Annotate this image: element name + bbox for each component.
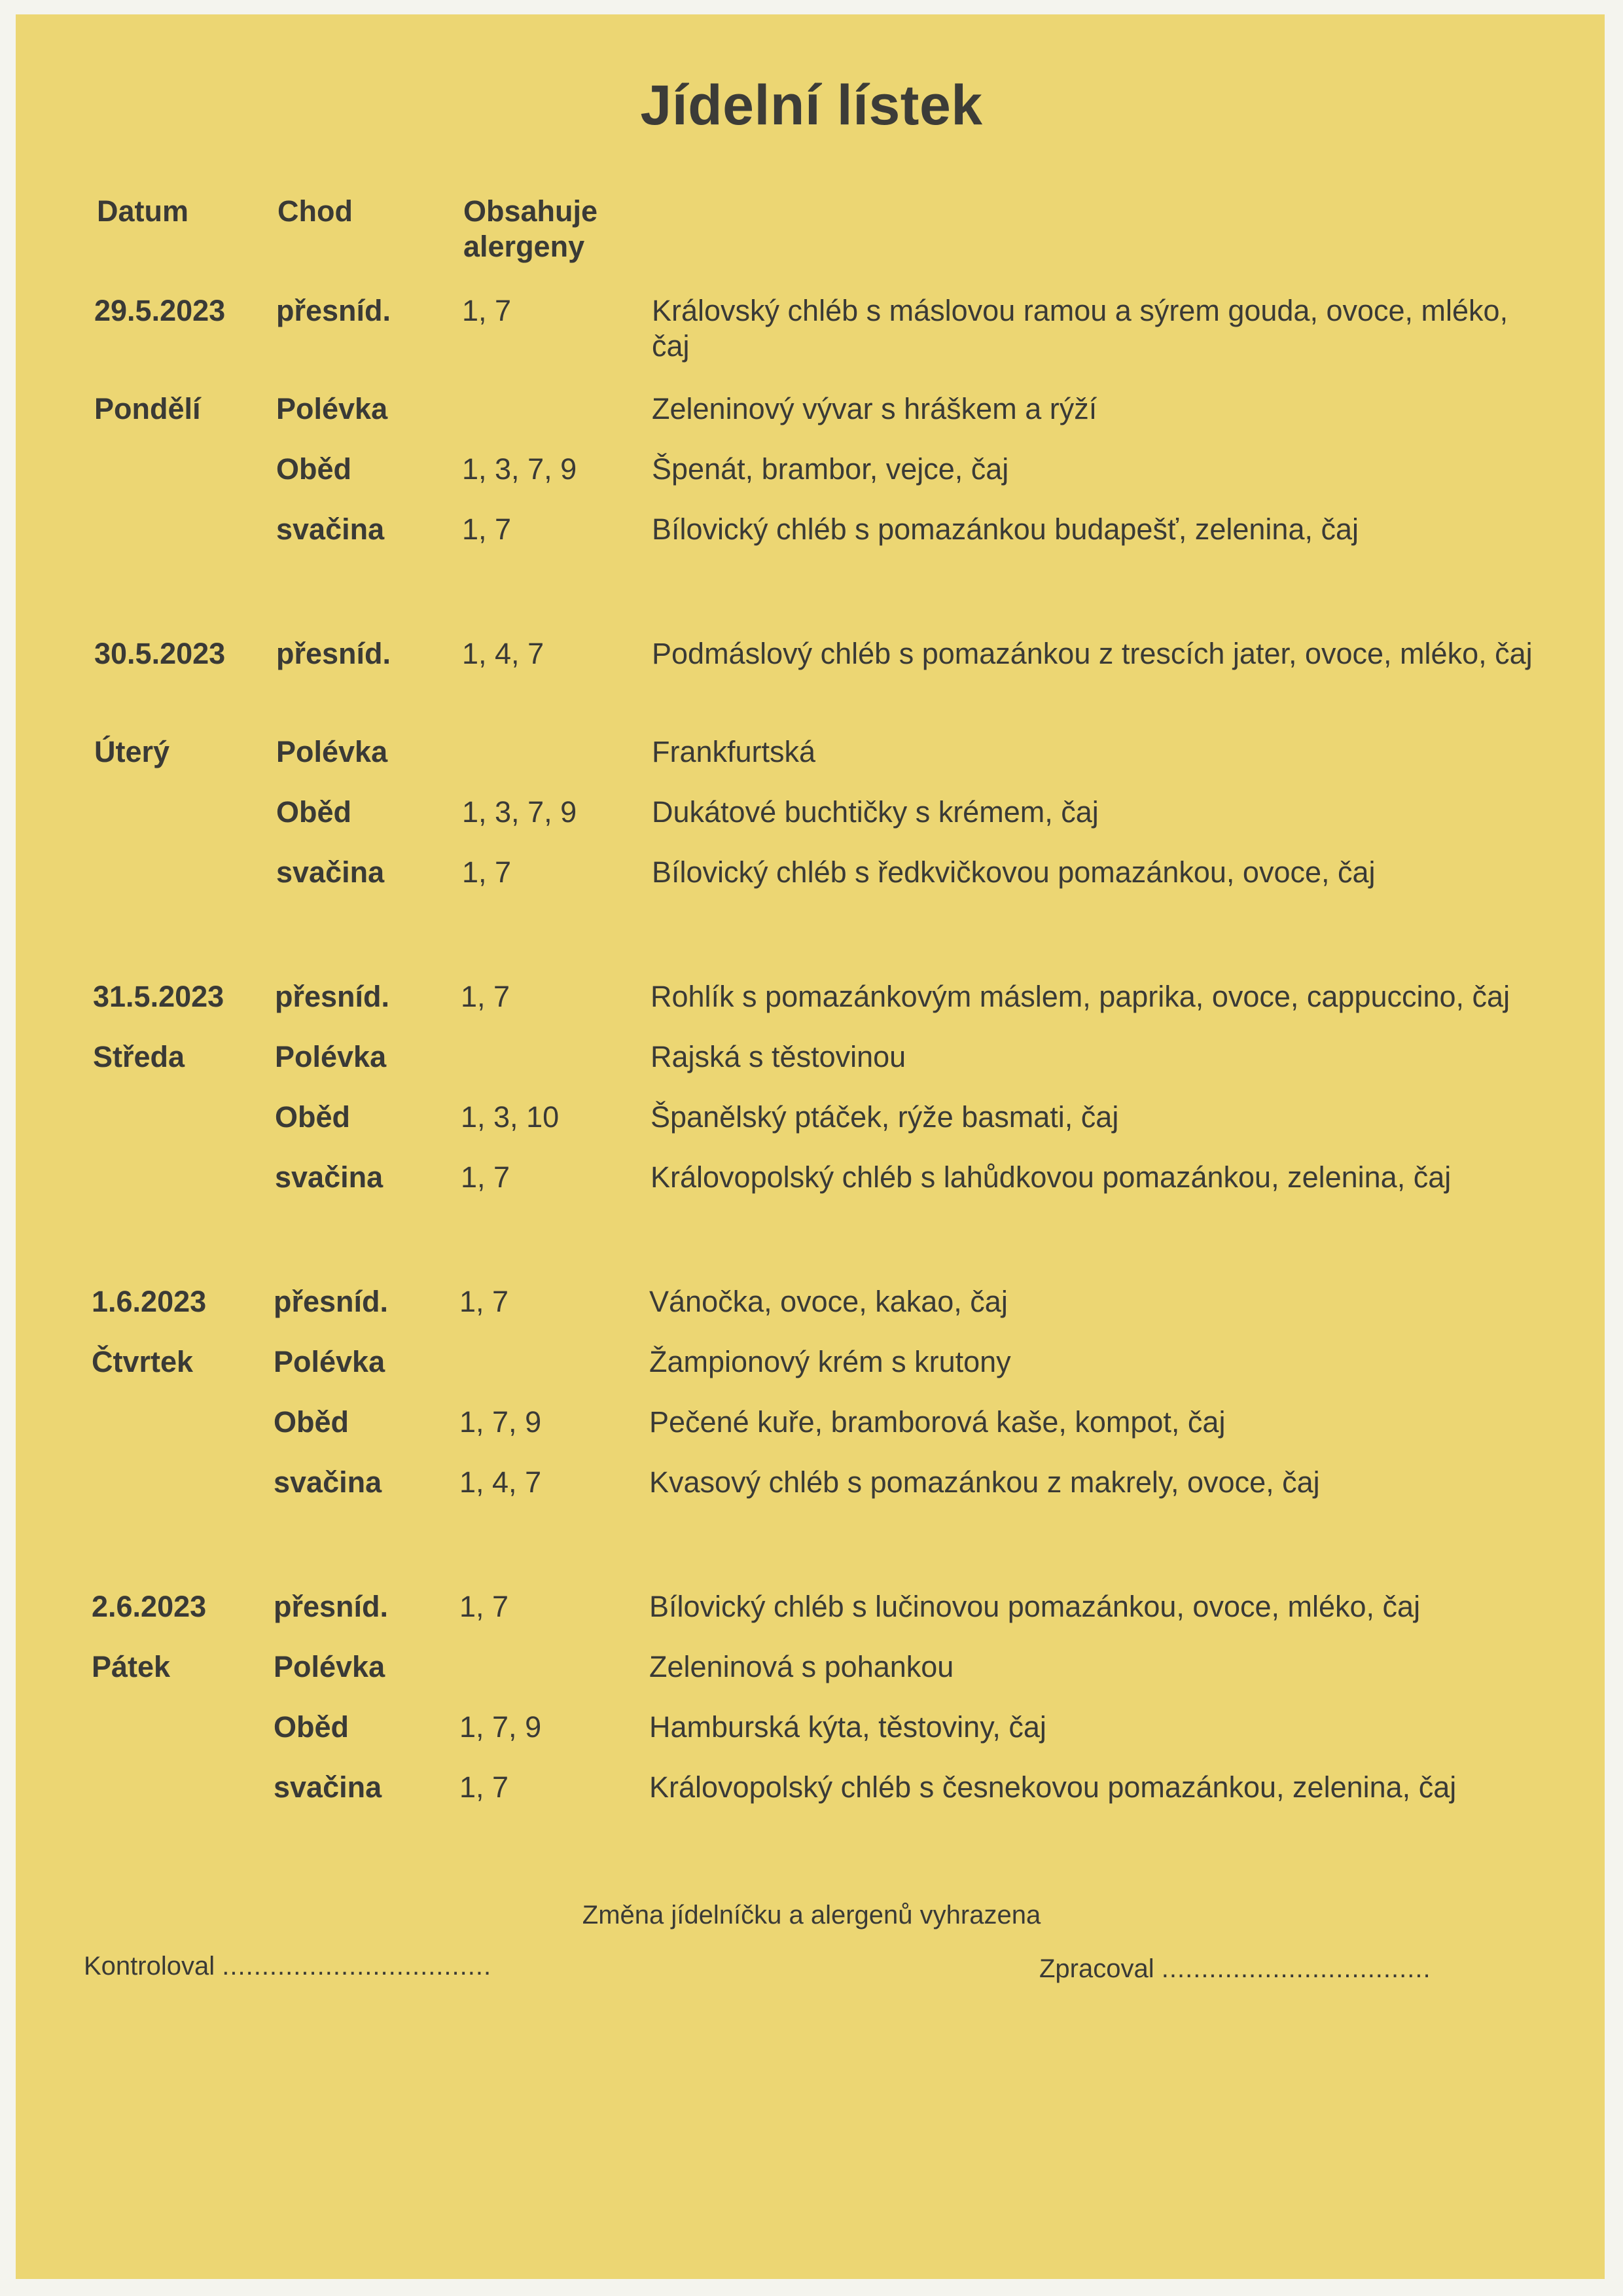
header-alergeny: Obsahuje alergeny <box>463 194 598 263</box>
course-label: přesníd. <box>276 294 391 327</box>
dish-description: Rajská s těstovinou <box>651 1040 906 1073</box>
dish-description: Královopolský chléb s lahůdkovou pomazánkou, zelenina, čaj <box>651 1160 1452 1194</box>
allergens: 1, 7, 9 <box>459 1405 542 1439</box>
allergens: 1, 7, 9 <box>459 1710 542 1744</box>
course-label: Oběd <box>275 1100 351 1134</box>
course-label: svačina <box>275 1160 383 1194</box>
day-name: Pondělí <box>94 392 201 425</box>
course-label: Polévka <box>274 1650 385 1683</box>
course-label: svačina <box>274 1770 382 1804</box>
allergens: 1, 3, 10 <box>461 1100 560 1134</box>
dish-description: Kvasový chléb s pomazánkou z makrely, ovoce, čaj <box>649 1465 1320 1499</box>
allergens: 1, 4, 7 <box>462 637 544 670</box>
day-date: 31.5.2023 <box>93 980 224 1013</box>
day-date: 2.6.2023 <box>92 1590 207 1623</box>
course-label: přesníd. <box>274 1285 389 1318</box>
course-label: Oběd <box>276 795 352 829</box>
allergens: 1, 3, 7, 9 <box>462 452 577 486</box>
allergens: 1, 7 <box>461 980 510 1013</box>
dish-description: Královopolský chléb s česnekovou pomazánkou, zelenina, čaj <box>649 1770 1457 1804</box>
page-title: Jídelní lístek <box>640 74 983 137</box>
dish-description: Pečené kuře, bramborová kaše, kompot, čaj <box>649 1405 1226 1439</box>
course-label: Oběd <box>274 1405 349 1439</box>
signature-zpracoval-dots: .................................. <box>1161 1954 1431 1983</box>
dish-description: Bílovický chléb s pomazánkou budapešť, zelenina, čaj <box>652 512 1359 546</box>
dish-description: Podmáslový chléb s pomazánkou z trescích jater, ovoce, mléko, čaj <box>652 637 1533 670</box>
dish-description: Špenát, brambor, vejce, čaj <box>652 452 1009 486</box>
signature-zpracoval <box>1039 1954 1431 1984</box>
allergens: 1, 7 <box>459 1285 509 1318</box>
header-datum: Datum <box>97 194 189 228</box>
day-date: 29.5.2023 <box>94 294 226 327</box>
allergens: 1, 3, 7, 9 <box>462 795 577 829</box>
dish-description: Španělský ptáček, rýže basmati, čaj <box>651 1100 1119 1134</box>
course-label: svačina <box>276 512 385 546</box>
course-label: Oběd <box>276 452 352 486</box>
day-name: Pátek <box>92 1650 171 1683</box>
course-label: svačina <box>276 855 385 889</box>
dish-description: Vánočka, ovoce, kakao, čaj <box>649 1285 1008 1318</box>
course-label: Polévka <box>276 392 388 425</box>
dish-description: Zeleninová s pohankou <box>649 1650 954 1683</box>
allergens: 1, 7 <box>462 512 512 546</box>
day-name: Čtvrtek <box>92 1345 194 1378</box>
header-chod: Chod <box>277 194 353 228</box>
signature-kontroloval-label: Kontroloval <box>84 1952 215 1981</box>
allergens: 1, 7 <box>459 1770 509 1804</box>
dish-description: Žampionový krém s krutony <box>649 1345 1011 1378</box>
course-label: Polévka <box>274 1345 385 1378</box>
day-name: Středa <box>93 1040 185 1073</box>
dish-description: Bílovický chléb s ředkvičkovou pomazánkou, ovoce, čaj <box>652 855 1376 889</box>
allergens: 1, 7 <box>462 294 512 327</box>
dish-description: Rohlík s pomazánkovým máslem, paprika, ovoce, cappuccino, čaj <box>651 980 1510 1013</box>
course-label: Polévka <box>276 735 388 768</box>
course-label: přesníd. <box>274 1590 389 1623</box>
dish-description: Dukátové buchtičky s krémem, čaj <box>652 795 1099 829</box>
day-date: 1.6.2023 <box>92 1285 207 1318</box>
dish-description: Bílovický chléb s lučinovou pomazánkou, ovoce, mléko, čaj <box>649 1590 1421 1623</box>
allergens: 1, 4, 7 <box>459 1465 542 1499</box>
day-date: 30.5.2023 <box>94 637 226 670</box>
allergens: 1, 7 <box>461 1160 510 1194</box>
signature-zpracoval-label: Zpracoval <box>1039 1954 1154 1983</box>
dish-description: Zeleninový vývar s hráškem a rýží <box>652 392 1097 425</box>
course-label: přesníd. <box>275 980 390 1013</box>
day-name: Úterý <box>94 735 170 768</box>
dish-description: Královský chléb s máslovou ramou a sýrem gouda, ovoce, mléko, čaj <box>652 294 1508 363</box>
footnote: Změna jídelníčku a alergenů vyhrazena <box>582 1901 1041 1929</box>
signature-kontroloval <box>84 1952 491 1981</box>
dish-description: Frankfurtská <box>652 735 816 768</box>
course-label: Oběd <box>274 1710 349 1744</box>
course-label: svačina <box>274 1465 382 1499</box>
course-label: Polévka <box>275 1040 387 1073</box>
allergens: 1, 7 <box>459 1590 509 1623</box>
allergens: 1, 7 <box>462 855 512 889</box>
dish-description: Hamburská kýta, těstoviny, čaj <box>649 1710 1046 1744</box>
signature-kontroloval-dots: .................................. <box>222 1952 492 1981</box>
course-label: přesníd. <box>276 637 391 670</box>
